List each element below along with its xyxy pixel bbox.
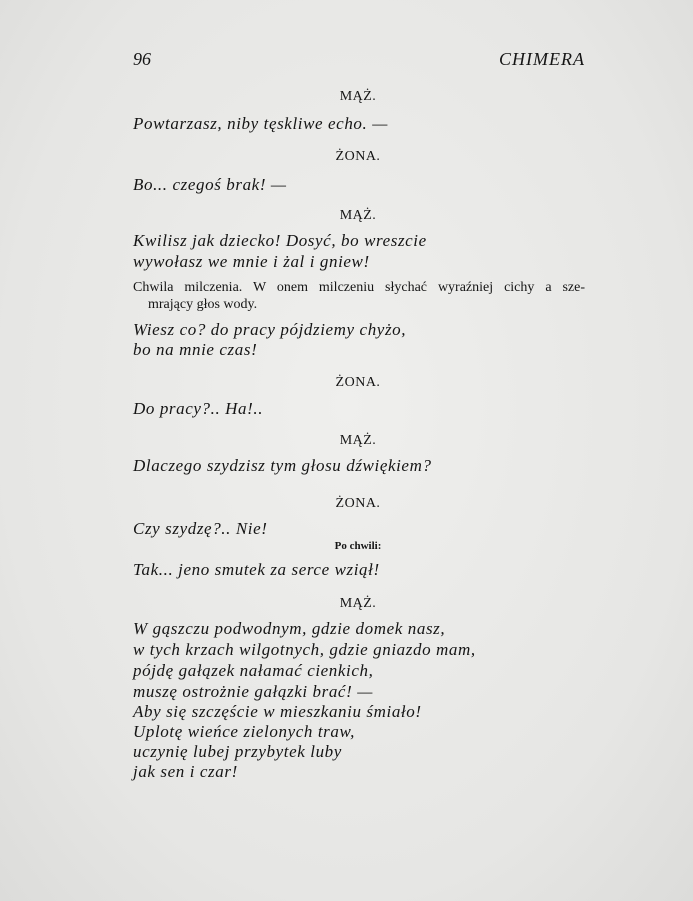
verse-line: w tych krzach wilgotnych, gdzie gniazdo mam, — [133, 640, 476, 659]
verse-line: Do pracy?.. Ha!.. — [133, 399, 264, 418]
verse-line: pójdę gałązek nałamać cienkich, — [133, 661, 374, 680]
verse-line: Aby się szczęście w mieszkaniu śmiało! — [133, 702, 422, 721]
verse-line: Czy szydzę?.. Nie! — [133, 519, 268, 538]
speaker-label: MĄŻ. — [339, 208, 377, 223]
speaker-label: ŻONA. — [335, 149, 381, 164]
speaker-label: ŻONA. — [335, 496, 381, 511]
speaker-label: ŻONA. — [335, 375, 381, 390]
verse-line: Powtarzasz, niby tęskliwe echo. — — [133, 114, 388, 133]
speaker-label: MĄŻ. — [339, 433, 377, 448]
verse-line: jak sen i czar! — [133, 762, 238, 781]
verse-line: Kwilisz jak dziecko! Dosyć, bo wreszcie — [133, 231, 427, 250]
verse-line: Wiesz co? do pracy pójdziemy chyżo, — [133, 320, 407, 339]
page-number: 96 — [133, 49, 151, 69]
running-title: CHIMERA — [499, 49, 585, 69]
verse-line: Tak... jeno smutek za serce wziął! — [133, 560, 380, 579]
speaker-label: MĄŻ. — [339, 89, 377, 104]
verse-line: bo na mnie czas! — [133, 340, 258, 359]
stage-direction: mrający głos wody. — [148, 297, 258, 312]
verse-line: uczynię lubej przybytek luby — [133, 742, 342, 761]
verse-line: wywołasz we mnie i żal i gniew! — [133, 252, 370, 271]
speaker-label: MĄŻ. — [339, 596, 377, 611]
verse-line: Dlaczego szydzisz tym głosu dźwiękiem? — [133, 456, 432, 475]
stage-direction: Chwila milczenia. W onem milczeniu słychać wyraźniej cichy a sze- — [133, 280, 585, 295]
stage-direction: Po chwili: — [334, 540, 382, 552]
verse-line: muszę ostrożnie gałązki brać! — — [133, 682, 373, 701]
verse-line: W gąszczu podwodnym, gdzie domek nasz, — [133, 619, 446, 638]
verse-line: Uplotę wieńce zielonych traw, — [133, 722, 355, 741]
verse-line: Bo... czegoś brak! — — [133, 175, 287, 194]
